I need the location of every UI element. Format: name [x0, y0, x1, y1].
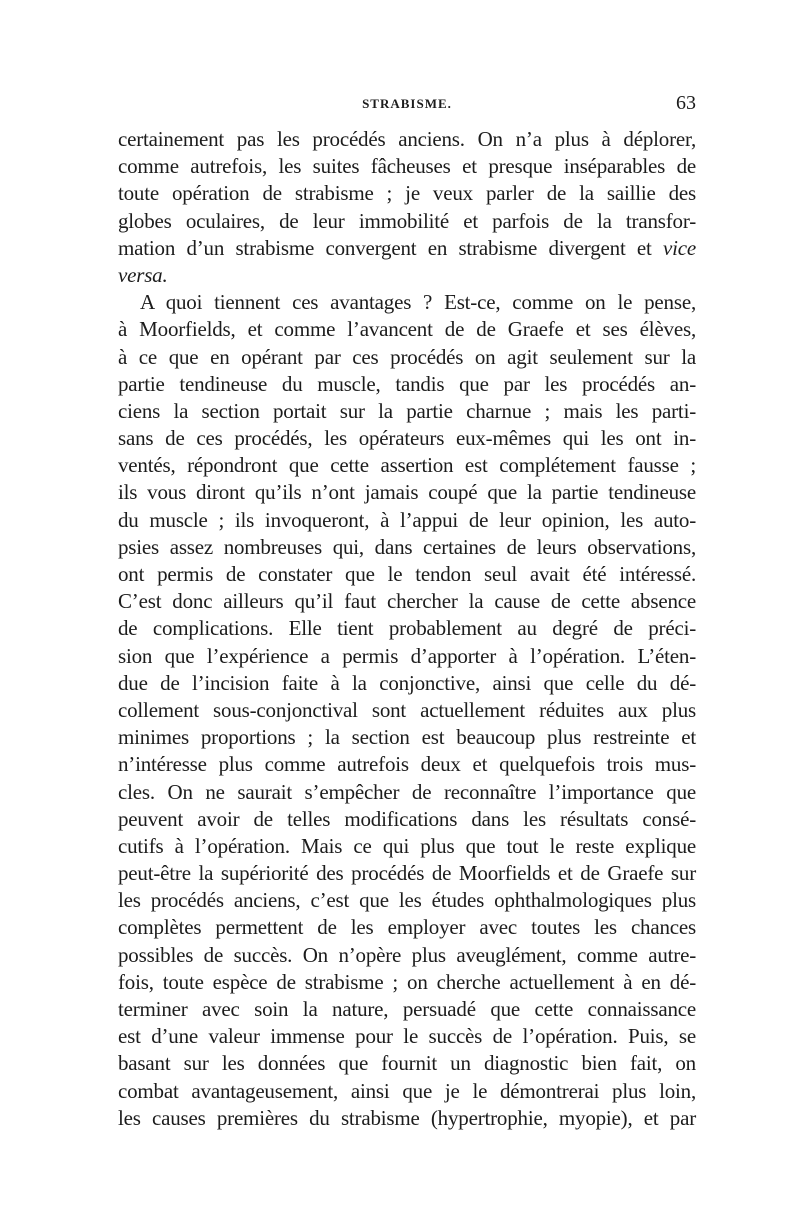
- running-head: [118, 92, 696, 116]
- running-title: STRABISME.: [362, 96, 452, 111]
- text-line: minimes proportions ; la section est beaucoup plus restreinte et: [118, 725, 696, 750]
- text-line: sans de ces procédés, les opérateurs eux-mêmes qui les ont in-: [118, 426, 696, 451]
- text-line: sion que l’expérience a permis d’apporter à l’opération. L’éten-: [118, 643, 696, 668]
- text-line: fois, toute espèce de strabisme ; on cherche actuellement à en dé-: [118, 969, 696, 994]
- text-line: peuvent avoir de telles modifications dans les résultats consé-: [118, 806, 696, 831]
- text-line: peut-être la supériorité des procédés de Moorfields et de Graefe sur: [118, 861, 696, 886]
- text-line: ciens la section portait sur la partie charnue ; mais les parti-: [118, 398, 696, 423]
- text-line: à Moorfields, et comme l’avancent de de Graefe et ses élèves,: [118, 317, 696, 342]
- text-line: les procédés anciens, c’est que les études ophthalmologiques plus: [118, 888, 696, 913]
- text-line: à ce que en opérant par ces procédés on agit seulement sur la: [118, 344, 696, 369]
- text-line: n’intéresse plus comme autrefois deux et quelquefois trois mus-: [118, 752, 696, 777]
- text-line: comme autrefois, les suites fâcheuses et presque inséparables de: [118, 154, 696, 179]
- text-line: possibles de succès. On n’opère plus aveuglément, comme autre-: [118, 942, 696, 967]
- text-line: les causes premières du strabisme (hypertrophie, myopie), et par: [118, 1105, 696, 1130]
- text-line: ventés, répondront que cette assertion est complétement fausse ;: [118, 453, 696, 478]
- text-line: du muscle ; ils invoqueront, à l’appui de leur opinion, les auto-: [118, 507, 696, 532]
- text-line: due de l’incision faite à la conjonctive, ainsi que celle du dé-: [118, 670, 696, 695]
- italic-word: vice: [663, 235, 696, 260]
- text-line: [118, 262, 696, 289]
- text-line: psies assez nombreuses qui, dans certaines de leurs observations,: [118, 534, 696, 559]
- text-line: certainement pas les procédés anciens. On n’a plus à déplorer,: [118, 127, 696, 151]
- text-line: ils vous diront qu’ils n’ont jamais coupé que la partie tendineuse: [118, 480, 696, 505]
- text-line: de complications. Elle tient probablement au degré de préci-: [118, 616, 696, 641]
- body-text: [118, 126, 696, 1132]
- text-line: combat avantageusement, ainsi que je le démontrerai plus loin,: [118, 1078, 696, 1103]
- text-line-segment: mation d’un strabisme convergent en strabisme divergent et: [118, 235, 652, 260]
- text-line: cles. On ne saurait s’empêcher de reconnaître l’importance que: [118, 779, 696, 804]
- italic-word: versa.: [118, 262, 168, 287]
- text-line: partie tendineuse du muscle, tandis que par les procédés an-: [118, 371, 696, 396]
- text-line: toute opération de strabisme ; je veux parler de la saillie des: [118, 181, 696, 206]
- text-line-with-italic: [118, 235, 696, 262]
- text-line: est d’une valeur immense pour le succès de l’opération. Puis, se: [118, 1024, 696, 1049]
- text-line: complètes permettent de les employer avec toutes les chances: [118, 915, 696, 940]
- text-line: ont permis de constater que le tendon seul avait été intéressé.: [118, 562, 696, 586]
- page-number: 63: [676, 92, 696, 114]
- paragraph-first-line: A quoi tiennent ces avantages ? Est-ce, comme on le pense,: [140, 290, 696, 315]
- text-line: basant sur les données que fournit un diagnostic bien fait, on: [118, 1051, 696, 1076]
- text-line: C’est donc ailleurs qu’il faut chercher la cause de cette absence: [118, 589, 696, 614]
- text-line: cutifs à l’opération. Mais ce qui plus que tout le reste explique: [118, 833, 696, 858]
- text-line: collement sous-conjonctival sont actuellement réduites aux plus: [118, 697, 696, 722]
- text-line: globes oculaires, de leur immobilité et parfois de la transfor-: [118, 208, 696, 233]
- text-line: terminer avec soin la nature, persuadé que cette connaissance: [118, 997, 696, 1021]
